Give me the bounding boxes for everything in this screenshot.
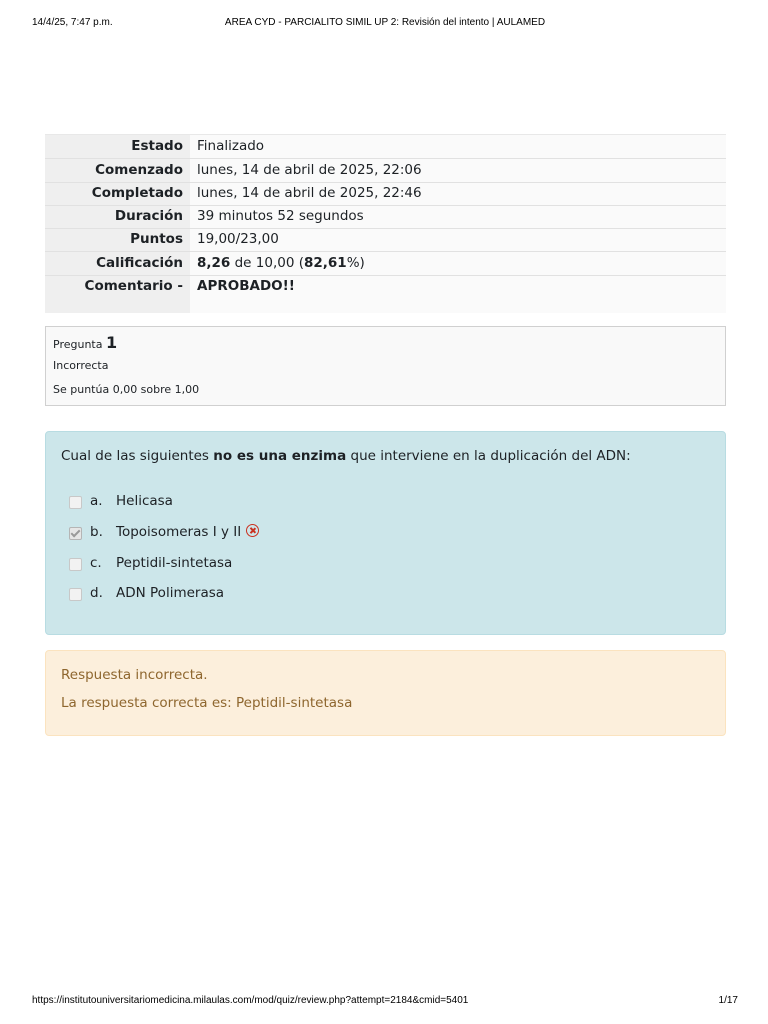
grade-value: 8,26 <box>197 255 231 271</box>
question-text: Cual de las siguientes no es una enzima que interviene en la duplicación del ADN: <box>61 448 631 464</box>
summary-value: lunes, 14 de abril de 2025, 22:46 <box>197 185 422 201</box>
summary-row-duracion <box>45 205 726 229</box>
question-prefix: Pregunta <box>53 338 103 351</box>
summary-value: lunes, 14 de abril de 2025, 22:06 <box>197 162 422 178</box>
summary-row-puntos <box>45 228 726 252</box>
page-number: 1/17 <box>718 995 738 1006</box>
question-state: Incorrecta <box>53 359 109 372</box>
print-date: 14/4/25, 7:47 p.m. <box>32 17 113 28</box>
answer-letter: c. <box>90 555 102 571</box>
question-grade: Se puntúa 0,00 sobre 1,00 <box>53 383 200 396</box>
summary-row-calificacion <box>45 252 726 276</box>
summary-value <box>197 255 365 271</box>
summary-row-completado <box>45 182 726 206</box>
answer-text: Topoisomeras I y II <box>116 524 242 540</box>
summary-value: Finalizado <box>197 138 265 154</box>
summary-label: Duración <box>114 208 183 224</box>
summary-value: APROBADO!! <box>197 278 295 294</box>
summary-value: 19,00/23,00 <box>197 231 279 247</box>
attempt-summary-table <box>45 134 726 313</box>
incorrect-icon <box>246 524 259 537</box>
answer-checkbox[interactable] <box>69 558 82 571</box>
question-number <box>53 333 117 352</box>
answer-letter: b. <box>90 524 103 540</box>
answer-checkbox[interactable] <box>69 496 82 509</box>
correct-answer-text: La respuesta correcta es: Peptidil-sintetasa <box>61 695 353 711</box>
question-formulation <box>45 431 726 635</box>
print-header <box>32 17 738 31</box>
grade-suffix: %) <box>346 255 365 271</box>
answer-text: Peptidil-sintetasa <box>116 555 233 571</box>
feedback-box <box>45 650 726 736</box>
answer-text-wrap <box>116 524 259 540</box>
summary-label: Calificación <box>96 255 183 271</box>
print-footer <box>32 995 738 1009</box>
summary-label: Estado <box>131 138 183 154</box>
summary-label: Comentario - <box>84 278 183 294</box>
print-page-title: AREA CYD - PARCIALITO SIMIL UP 2: Revisión del intento | AULAMED <box>224 17 546 28</box>
summary-row-comenzado <box>45 159 726 183</box>
summary-row-comentario <box>45 275 726 298</box>
answer-text: Helicasa <box>116 493 173 509</box>
grade-of-text: de 10,00 ( <box>230 255 304 271</box>
summary-row-estado <box>45 135 726 159</box>
answer-letter: d. <box>90 585 103 601</box>
grade-percent: 82,61 <box>303 255 347 271</box>
question-text-emphasis: no es una enzima <box>213 448 347 464</box>
summary-label: Comenzado <box>95 162 183 178</box>
summary-value: 39 minutos 52 segundos <box>197 208 364 224</box>
question-number-value: 1 <box>105 333 118 352</box>
answer-text: ADN Polimerasa <box>116 585 225 601</box>
answer-letter: a. <box>90 493 103 509</box>
page-url: https://institutouniversitariomedicina.milaulas.com/mod/quiz/review.php?attempt=2184&cmid=5401 <box>32 995 469 1006</box>
answer-checkbox-checked[interactable] <box>69 527 82 540</box>
feedback-text: Respuesta incorrecta. <box>61 667 208 683</box>
answer-checkbox[interactable] <box>69 588 82 601</box>
summary-label: Puntos <box>130 231 183 247</box>
summary-label: Completado <box>91 185 183 201</box>
question-info-box <box>45 326 726 406</box>
